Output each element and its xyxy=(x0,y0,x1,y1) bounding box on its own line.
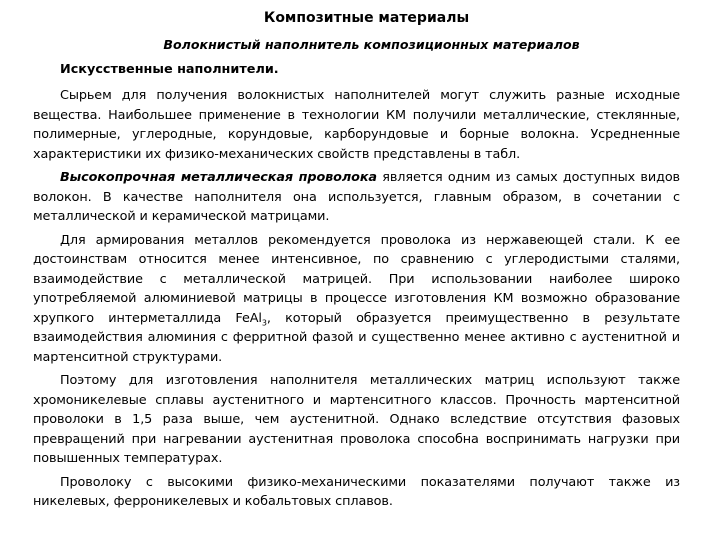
paragraph-stainless-steel-text-1: Для армирования металлов рекомендуется проволока из нержавеющей стали. К ее достоинствам относится менее интенсивное, по сравнению с углеродистыми сталями, взаимодействие с металлической матрицей. При использовании наиболее широко употребляемой алюминиевой матрицы в процессе изготовления КМ возможно образование хрупкого интерметаллида FeAl xyxy=(33,232,680,326)
paragraph-stainless-steel xyxy=(33,231,680,368)
emphasis-metal-wire: Высокопрочная металлическая проволока xyxy=(60,170,377,185)
paragraph-metal-wire-text: является одним из самых доступных видов волокон. В качестве наполнителя она используется, главным образом, в сочетании с металлической и керамической матрицами. xyxy=(33,170,680,224)
paragraph-nickel-alloys-text: Проволоку с высокими физико-механическими показателями получают также из никелевых, ферроникелевых и кобальтовых сплавов. xyxy=(33,474,680,509)
paragraph-metal-wire xyxy=(33,168,680,227)
document-subtitle: Волокнистый наполнитель композиционных материалов xyxy=(163,37,580,52)
paragraph-raw-materials xyxy=(33,86,680,164)
paragraph-chromium-nickel-text: Поэтому для изготовления наполнителя металлических матриц используют также хромоникелевые сплавы аустенитного и мартенситного классов. Прочность мартенситной проволоки в 1,5 раза выше, чем аустенитной. Однако вследствие отсутствия фазовых превращений при нагревании аустенитная проволока способна воспринимать нагрузки при повышенных температурах. xyxy=(33,373,680,466)
section-heading: Искусственные наполнители. xyxy=(60,62,279,77)
paragraph-nickel-alloys xyxy=(33,473,680,512)
paragraph-stainless-steel-text-2: , который образуется преимущественно в результате взаимодействия алюминия с ферритной фазой и существенно менее активно с аустенитной и мартенситной структурами. xyxy=(33,310,680,365)
paragraph-raw-materials-text: Сырьем для получения волокнистых наполнителей могут служить разные исходные вещества. Наибольшее применение в технологии КМ получили металлические, стеклянные, полимерные, углеродные, корундовые, карборундовые и борные волокна. Усредненные характеристики их физико-механических свойств представлены в табл. xyxy=(33,88,680,162)
document-title: Композитные материалы xyxy=(263,10,470,26)
paragraph-chromium-nickel xyxy=(33,371,680,469)
formula-subscript: 3 xyxy=(261,318,267,328)
